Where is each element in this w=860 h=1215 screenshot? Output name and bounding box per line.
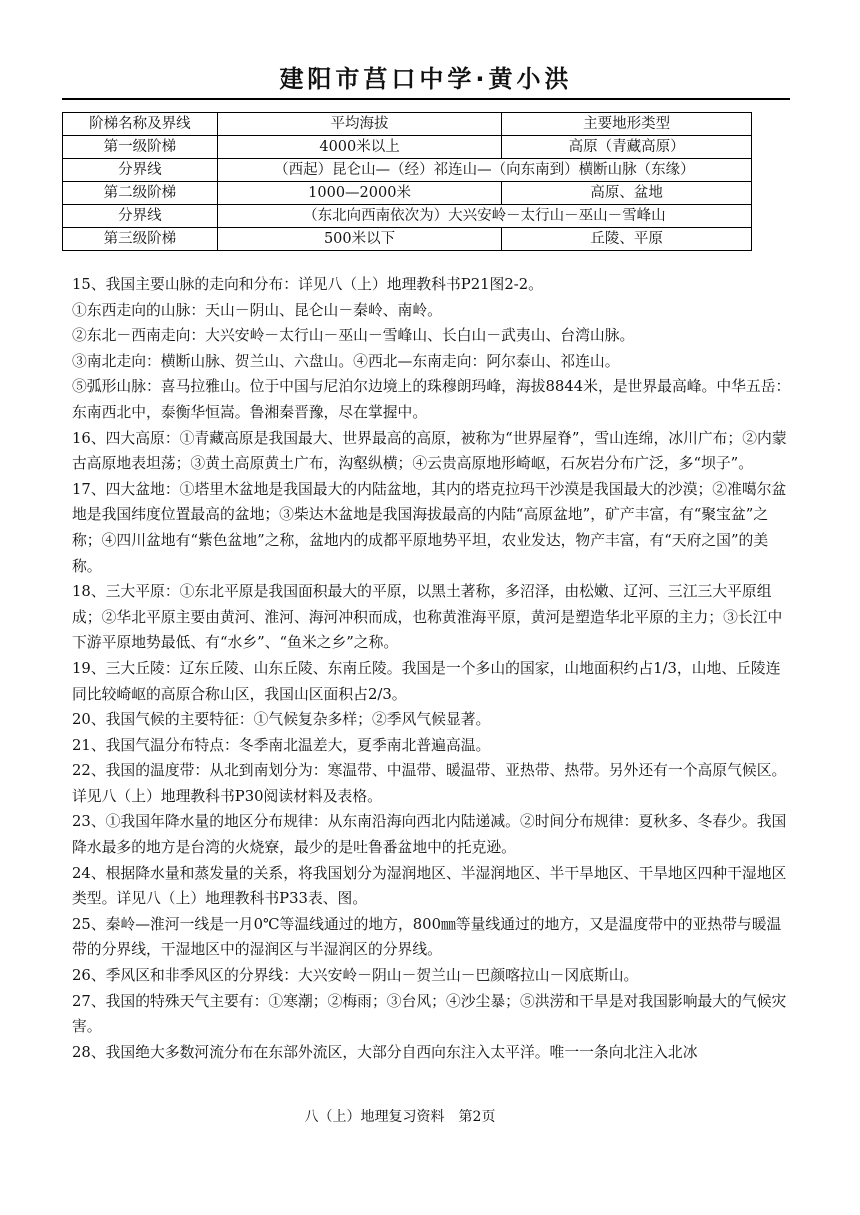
footer-text: 八（上）地理复习资料 第2页 [304,1109,496,1125]
paragraph: ①东西走向的山脉：天山－阴山、昆仑山－秦岭、南岭。 [72,301,442,319]
paragraph: ②东北－西南走向：大兴安岭－太行山－巫山－雪峰山、长白山－武夷山、台湾山脉。 [72,327,635,345]
page-footer [0,1106,860,1126]
paragraph: 27、我国的特殊天气主要有：①寒潮；②梅雨；③台风；④沙尘暴；⑤洪涝和干旱是对我国影响最大的气候灾害。 [72,992,787,1036]
paragraph: 18、三大平原：①东北平原是我国面积最大的平原，以黑土著称，多沼泽，由松嫩、辽河、三江三大平原组成；②华北平原主要由黄河、淮河、海河冲积而成，也称黄淮海平原，黄河是塑造华北平原的主力；③长江中下游平原地势最低、有“水乡”、“鱼米之乡”之称。 [72,583,783,652]
paragraph: 28、我国绝大多数河流分布在东部外流区，大部分自西向东注入太平洋。唯一一条向北注入北冰 [72,1043,698,1061]
paragraph: 26、季风区和非季风区的分界线：大兴安岭－阴山－贺兰山－巴颜喀拉山－冈底斯山。 [72,967,639,985]
page-title: 建阳市莒口中学·黄小洪 [279,65,573,93]
table-header-cell: 主要地形类型 [502,113,752,136]
paragraph: 25、秦岭—淮河一线是一月0℃等温线通过的地方，800㎜等量线通过的地方，又是温度带中的亚热带与暖温带的分界线，干湿地区中的湿润区与半湿润区的分界线。 [72,915,782,959]
table-header-cell: 平均海拔 [217,113,502,136]
paragraph: ⑤弧形山脉：喜马拉雅山。位于中国与尼泊尔边境上的珠穆朗玛峰，海拔8844米，是世界最高峰。中华五岳：东南西北中，泰衡华恒嵩。鲁湘秦晋豫，尽在掌握中。 [72,378,791,421]
table-row [63,182,752,205]
table-row [63,159,752,182]
step-name-cell: 第二级阶梯 [63,182,218,205]
paragraph: 22、我国的温度带：从北到南划分为：寒温带、中温带、暖温带、亚热带、热带。另外还有一个高原气候区。详见八（上）地理教科书P30阅读材料及表格。 [72,762,787,805]
page-header [62,62,790,100]
terrain-cell: 高原（青藏高原） [502,136,752,159]
terrain-cell: 高原、盆地 [502,182,752,205]
boundary-cell: （东北向西南依次为）大兴安岭－太行山－巫山－雪峰山 [217,205,751,228]
content-body [72,272,792,1065]
terrain-steps-table [62,112,752,251]
step-name-cell: 第三级阶梯 [63,228,218,251]
paragraph: 23、①我国年降水量的地区分布规律：从东南沿海向西北内陆递减。②时间分布规律：夏秋多、冬春少。我国降水最多的地方是台湾的火烧寮，最少的是吐鲁番盆地中的托克逊。 [72,813,787,857]
altitude-cell: 1000—2000米 [217,182,502,205]
paragraph: 24、根据降水量和蒸发量的关系，将我国划分为湿润地区、半湿润地区、半干旱地区、干旱地区四种干湿地区类型。详见八（上）地理教科书P33表、图。 [72,864,787,908]
paragraph: 20、我国气候的主要特征：①气候复杂多样；②季风气候显著。 [72,711,491,729]
paragraph: ③南北走向：横断山脉、贺兰山、六盘山。④西北—东南走向：阿尔泰山、祁连山。 [72,352,620,370]
table-row [63,205,752,228]
step-name-cell: 分界线 [63,159,218,182]
table-row [63,136,752,159]
paragraph: 17、四大盆地：①塔里木盆地是我国最大的内陆盆地，其内的塔克拉玛干沙漠是我国最大的沙漠；②准噶尔盆地是我国纬度位置最高的盆地；③柴达木盆地是我国海拔最高的内陆“高原盆地”，矿产丰富，有“聚宝盆”之称；④四川盆地有“紫色盆地”之称，盆地内的成都平原地势平坦，农业发达，物产丰富，有“天府之国”的美称。 [72,480,787,575]
paragraph: 21、我国气温分布特点：冬季南北温差大，夏季南北普遍高温。 [72,736,491,754]
step-name-cell: 第一级阶梯 [63,136,218,159]
paragraph: 19、三大丘陵：辽东丘陵、山东丘陵、东南丘陵。我国是一个多山的国家，山地面积约占1/3，山地、丘陵连同比较崎岖的高原合称山区，我国山区面积占2/3。 [72,659,781,703]
altitude-cell: 4000米以上 [217,136,502,159]
boundary-cell: （西起）昆仑山—（经）祁连山—（向东南到）横断山脉（东缘） [217,159,751,182]
table-header-cell: 阶梯名称及界线 [63,113,218,136]
paragraph: 15、我国主要山脉的走向和分布：详见八（上）地理教科书P21图2-2。 [72,276,543,293]
table-header-row [63,113,752,136]
table-row [63,228,752,251]
altitude-cell: 500米以下 [217,228,502,251]
terrain-cell: 丘陵、平原 [502,228,752,251]
paragraph: 16、四大高原：①青藏高原是我国最大、世界最高的高原，被称为“世界屋脊”，雪山连绵，冰川广布；②内蒙古高原地表坦荡；③黄土高原黄土广布，沟壑纵横；④云贵高原地形崎岖，石灰岩分布广泛，多“坝子”。 [72,429,787,473]
step-name-cell: 分界线 [63,205,218,228]
